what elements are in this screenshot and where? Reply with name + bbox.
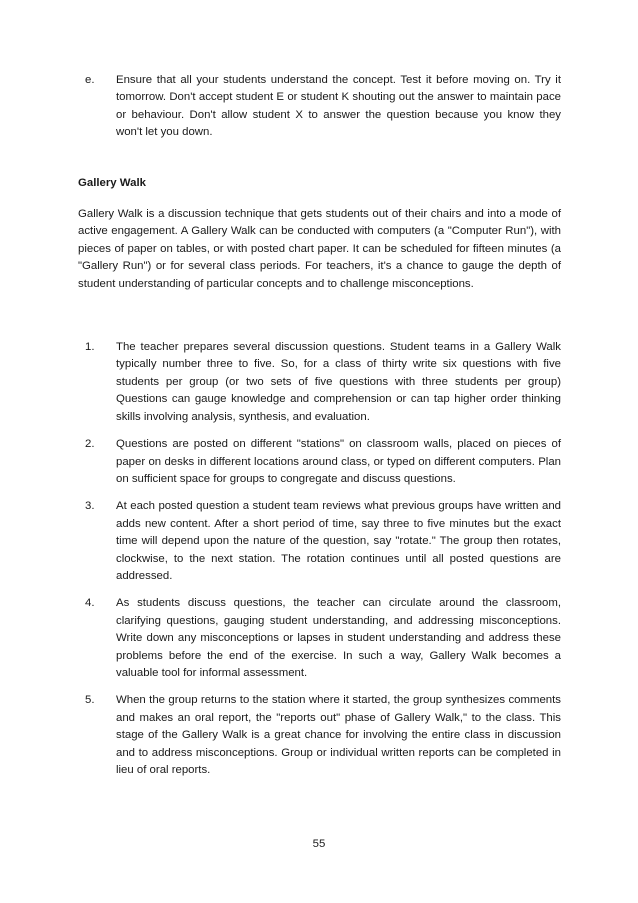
step-item-3 bbox=[78, 498, 561, 585]
step-item-5 bbox=[78, 692, 561, 779]
page-number: 55 bbox=[312, 838, 326, 850]
list-marker: e. bbox=[85, 74, 95, 86]
step-item-4 bbox=[78, 595, 561, 682]
step-number: 4. bbox=[85, 597, 95, 610]
list-item-text: Ensure that all your students understand the concept. Test it before moving on. Try it tomorrow. Don't accept student E or student K shouting out the answer to maintain pace or behaviour. Don't allow student X to answer the question because you know they won't let you down. bbox=[116, 74, 561, 139]
step-number: 1. bbox=[85, 341, 95, 354]
step-item-2 bbox=[78, 436, 561, 488]
step-number: 3. bbox=[85, 500, 95, 513]
step-number: 5. bbox=[85, 694, 95, 707]
section-heading: Gallery Walk bbox=[78, 176, 146, 189]
steps-list bbox=[78, 339, 561, 779]
intro-paragraph: Gallery Walk is a discussion technique that gets students out of their chairs and into a mode of active engagement. A Gallery Walk can be conducted with computers (a "Computer Run"), with pieces of paper on tables, or with posted chart paper. It can be scheduled for fifteen minutes (a "Gallery Run") or for several class periods. For teachers, it's a chance to gauge the depth of student understanding of particular concepts and to challenge misconceptions. bbox=[78, 208, 561, 290]
step-text: Questions are posted on different "stations" on classroom walls, placed on pieces of paper on desks in different locations around class, or typed on different computers. Plan on sufficient space for groups to congregate and discuss questions. bbox=[116, 438, 561, 485]
step-number: 2. bbox=[85, 438, 95, 451]
list-item-e bbox=[78, 72, 561, 142]
step-text: When the group returns to the station where it started, the group synthesizes comments and makes an oral report, the "reports out" phase of Gallery Walk," to the class. This stage of the Gallery Walk is a great chance for involving the entire class in discussion and to address misconceptions. Group or individual written reports can be completed in lieu of oral reports. bbox=[116, 694, 561, 776]
step-text: As students discuss questions, the teacher can circulate around the classroom, clarifying questions, gauging student understanding, and addressing misconceptions. Write down any misconceptions or lapses in student understanding and address these problems before the end of the exercise. In such a way, Gallery Walk becomes a valuable tool for informal assessment. bbox=[116, 597, 561, 679]
step-text: At each posted question a student team reviews what previous groups have written and adds new content. After a short period of time, say three to five minutes but the exact time will depend upon the nature of the question, say "rotate." The group then rotates, clockwise, to the next station. The rotation continues until all posted questions are addressed. bbox=[116, 500, 561, 582]
step-text: The teacher prepares several discussion questions. Student teams in a Gallery Walk typically number three to five. So, for a class of thirty write six questions with five students per group (or two sets of five questions with three students per group) Questions can gauge knowledge and comprehension or can tap higher order thinking skills involving analysis, synthesis, and evaluation. bbox=[116, 341, 561, 423]
page-content bbox=[78, 72, 561, 789]
step-item-1 bbox=[78, 339, 561, 426]
